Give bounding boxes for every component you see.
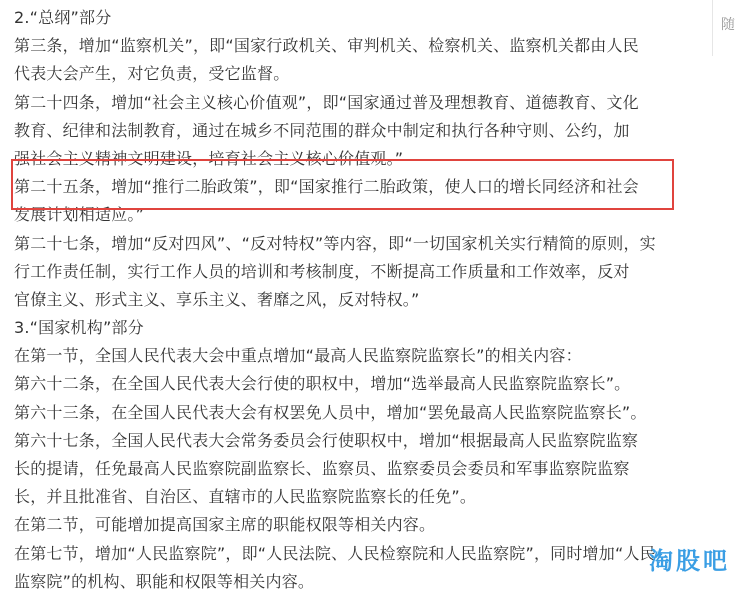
article-body <box>14 4 674 596</box>
article-67-line-1: 第六十七条，全国人民代表大会常务委员会行使职权中，增加“根据最高人民监察院监察 <box>14 430 639 450</box>
article-67-line-2: 长的提请，任免最高人民监察院副监察长、监察员、监察委员会委员和军事监察院监察 <box>14 459 630 478</box>
side-rail-label[interactable]: 随 <box>721 17 735 33</box>
article-24-line-3: 强社会主义精神文明建设，培育社会主义核心价值观。” <box>14 148 404 168</box>
article-24-line-1: 第二十四条，增加“社会主义核心价值观”，即“国家通过普及理想教育、道德教育、文化 <box>14 92 639 112</box>
article-63-line: 第六十三条，在全国人民代表大会有权罢免人员中，增加“罢免最高人民监察院监察长”。 <box>14 402 647 422</box>
article-25-line-1: 第二十五条，增加“推行二胎政策”，即“国家推行二胎政策，使人口的增长同经济和社会 <box>14 177 639 197</box>
section-2-line: 在第二节，可能增加提高国家主席的职能权限等相关内容。 <box>14 515 436 535</box>
article-25-line-2: 发展计划相适应。” <box>14 205 145 225</box>
section-7-line-1: 在第七节，增加“人民监察院”，即“人民法院、人民检察院和人民监察院”，同时增加“人民 <box>14 543 656 563</box>
article-62-line: 第六十二条，在全国人民代表大会行使的职权中，增加“选举最高人民监察院监察长”。 <box>14 374 631 394</box>
article-27-line-1: 第二十七条，增加“反对四风”、“反对特权”等内容，即“一切国家机关实行精简的原则，实 <box>14 233 656 253</box>
section-heading-state-organs: 3.“国家机构”部分 <box>14 318 144 338</box>
section-heading-general: 2.“总纲”部分 <box>14 8 112 27</box>
article-27-line-3: 官僚主义、形式主义、享乐主义、奢靡之风，反对特权。” <box>14 289 420 309</box>
article-27-line-2: 行工作责任制，实行工作人员的培训和考核制度，不断提高工作质量和工作效率，反对 <box>14 261 630 281</box>
section-1-line: 在第一节，全国人民代表大会中重点增加“最高人民监察院监察长”的相关内容： <box>14 346 582 366</box>
side-rail[interactable] <box>712 0 742 56</box>
article-67-line-3: 长，并且批准省、自治区、直辖市的人民监察院监察长的任免”。 <box>14 487 477 507</box>
article-3-line-1: 第三条，增加“监察机关”，即“国家行政机关、审判机关、检察机关、监察机关都由人民 <box>14 36 639 56</box>
article-3-line-2: 代表大会产生，对它负责，受它监督。 <box>14 64 290 84</box>
watermark-logo: 淘股吧 <box>649 547 730 575</box>
section-7-line-2: 监察院”的机构、职能和权限等相关内容。 <box>14 571 315 591</box>
article-24-line-2: 教育、纪律和法制教育，通过在城乡不同范围的群众中制定和执行各种守则、公约，加 <box>14 120 630 140</box>
